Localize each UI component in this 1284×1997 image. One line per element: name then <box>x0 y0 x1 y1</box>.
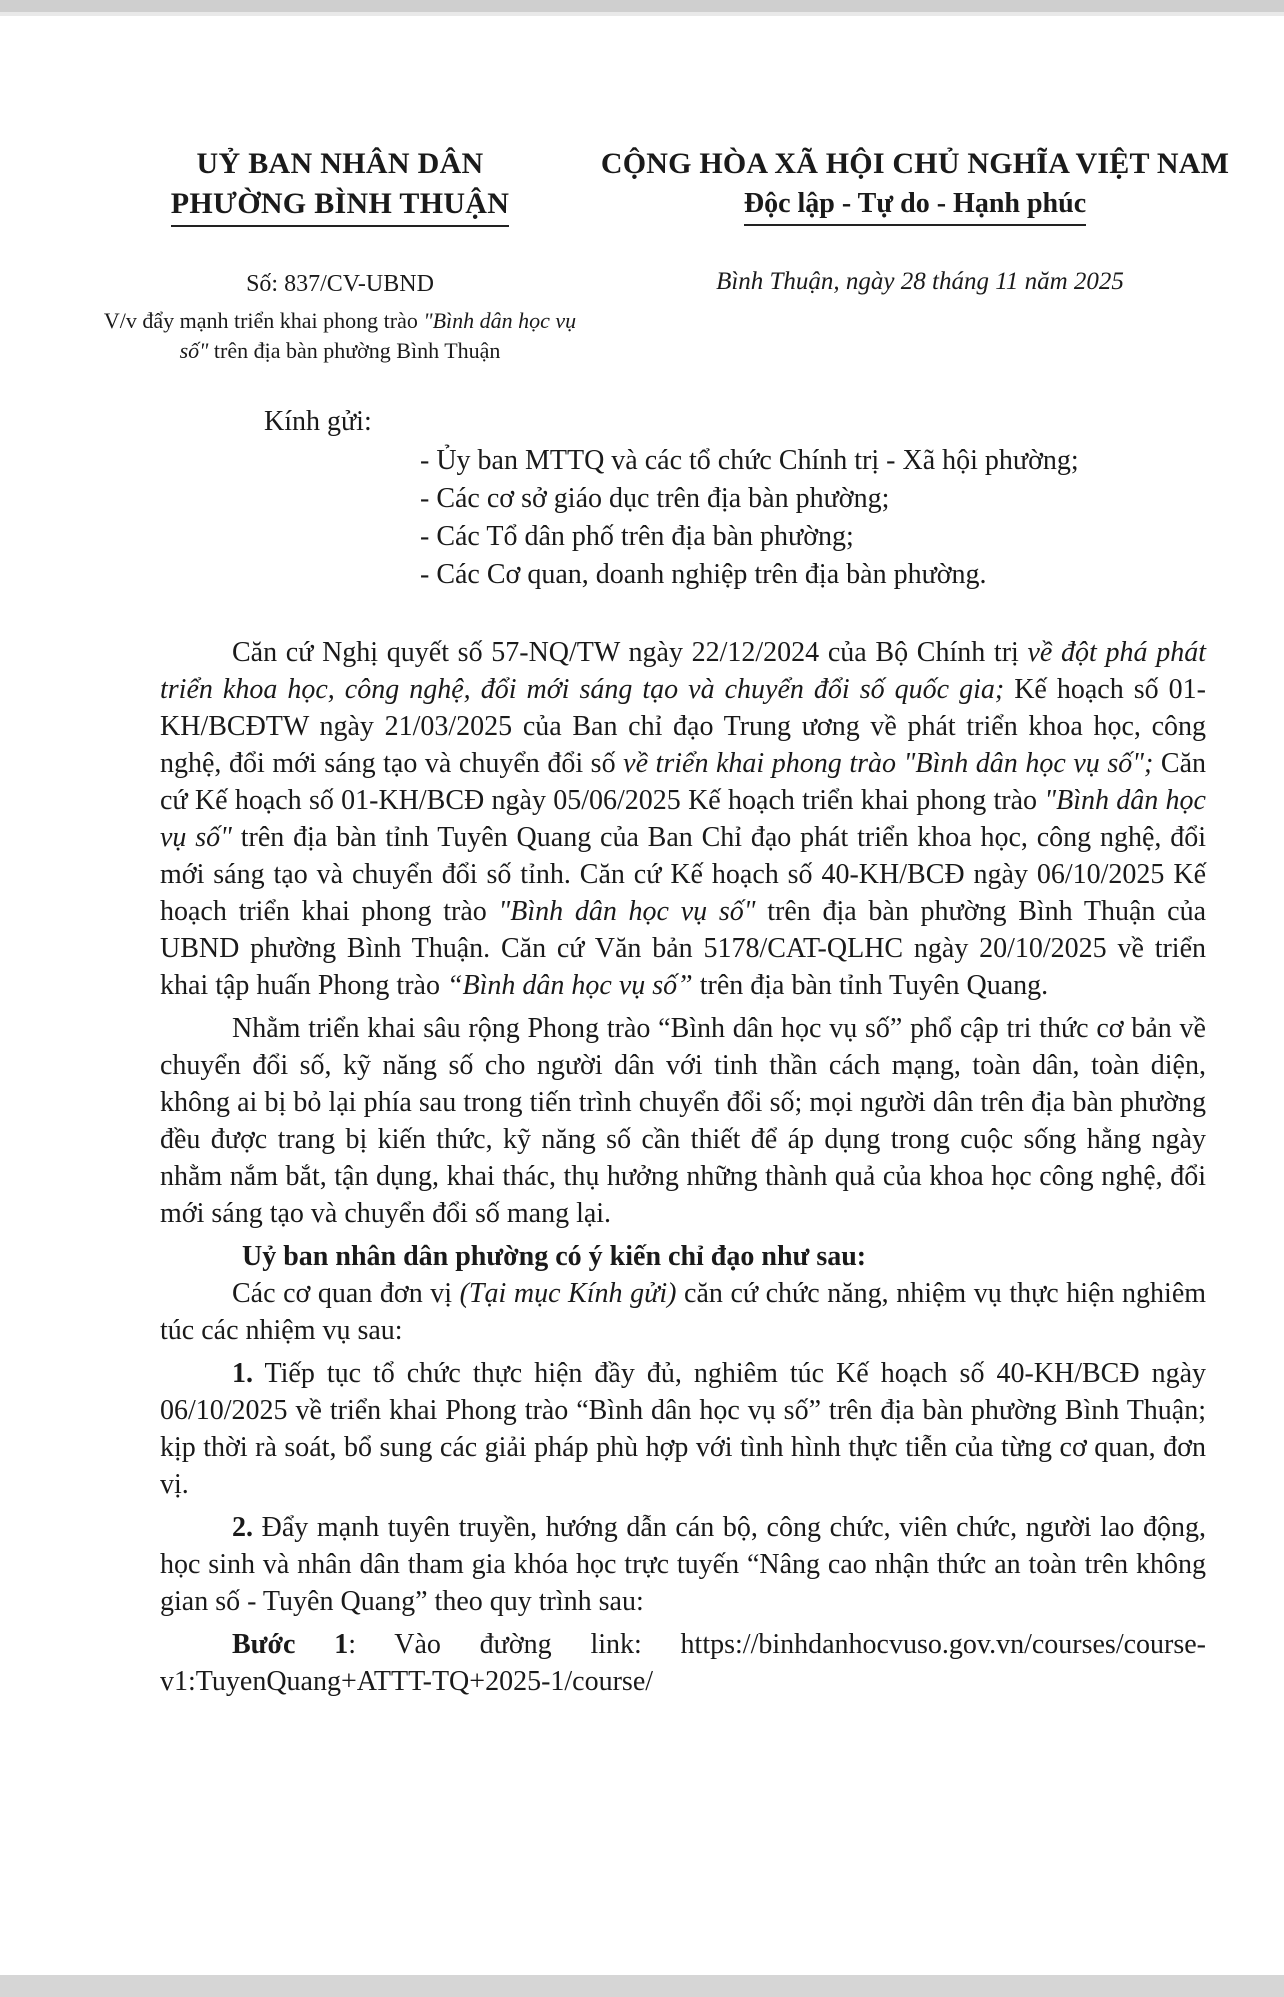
subject-campaign-name: "Bình dân học vụ số" <box>179 308 577 363</box>
document-page <box>0 16 1284 1997</box>
scan-top-border <box>0 0 1284 12</box>
authority-line-2: PHƯỜNG BÌNH THUẬN <box>171 184 509 227</box>
paragraph-addressees <box>160 1275 1206 1349</box>
task-number: 2. <box>232 1512 253 1543</box>
authority-line-1: UỶ BAN NHÂN DÂN <box>196 147 484 180</box>
subject-suffix: trên địa bàn phường Bình Thuận <box>208 338 501 363</box>
text-run-italic: “Bình dân học vụ số” <box>446 970 693 1001</box>
task-text: Tiếp tục tổ chức thực hiện đầy đủ, nghiêm túc Kế hoạch số 40-KH/BCĐ ngày 06/10/2025 về triển khai Phong trào “Bình dân học vụ số” trên địa bàn phường Bình Thuận; kịp thời rà soát, bổ sung các giải pháp phù hợp với tình hình thực tiễn của từng cơ quan, đơn vị. <box>160 1358 1206 1500</box>
text-run: trên địa bàn phường Bình Thuận của UBND phường Bình Thuận. Căn cứ Văn bản 5178/CAT-QLHC ngày 20/10/2025 về triển khai tập huấn Phong trào <box>160 896 1206 1001</box>
step-text: : Vào đường link: https://binhdanhocvuso.gov.vn/courses/course-v1:TuyenQuang+ATTT-TQ+2025-1/course/ <box>160 1629 1206 1697</box>
text-run: căn cứ chức năng, nhiệm vụ thực hiện nghiêm túc các nhiệm vụ sau: <box>160 1278 1207 1346</box>
text-run: Căn cứ Nghị quyết số 57-NQ/TW ngày 22/12/2024 của Bộ Chính trị <box>232 637 1028 668</box>
scan-bottom-border <box>0 1975 1284 1997</box>
text-run-italic: "Bình dân học vụ số" <box>160 785 1206 853</box>
text-run-italic: "Bình dân học vụ số" <box>498 896 756 927</box>
document-body <box>160 634 1206 1700</box>
text-run: Căn cứ Kế hoạch số 01-KH/BCĐ ngày 05/06/2025 Kế hoạch triển khai phong trào <box>160 748 1206 816</box>
text-run: Các cơ quan đơn vị <box>232 1278 460 1309</box>
recipient-item: - Các Tổ dân phố trên địa bàn phường; <box>420 521 854 552</box>
recipients-label: Kính gửi: <box>264 406 372 437</box>
paragraph-legal-basis <box>160 634 1206 1004</box>
recipient-item: - Các cơ sở giáo dục trên địa bàn phường; <box>420 483 890 514</box>
nation-title: CỘNG HÒA XÃ HỘI CHỦ NGHĨA VIỆT NAM <box>600 147 1230 180</box>
document-number: Số: 837/CV-UBND <box>246 271 434 297</box>
national-heading <box>585 144 1245 226</box>
text-run-italic: về đột phá phát triển khoa học, công nghệ, đổi mới sáng tạo và chuyển đổi số quốc gia; <box>160 637 1206 705</box>
issuing-authority <box>140 144 540 227</box>
recipient-item: - Ủy ban MTTQ và các tổ chức Chính trị - Xã hội phường; <box>420 445 1079 476</box>
paragraph-purpose: Nhằm triển khai sâu rộng Phong trào “Bình dân học vụ số” phổ cập tri thức cơ bản về chuyển đổi số, kỹ năng số cho người dân với tinh thần cách mạng, toàn dân, toàn diện, không ai bị bỏ lại phía sau trong tiến trình chuyển đổi số; mọi người dân trên địa bàn phường đều được trang bị kiến thức, kỹ năng số cần thiết để áp dụng trong cuộc sống hằng ngày nhằm nắm bắt, tận dụng, khai thác, thụ hưởng những thành quả của khoa học công nghệ, đổi mới sáng tạo và chuyển đổi số mang lại. <box>160 1013 1206 1229</box>
step-label: Bước 1 <box>232 1629 349 1660</box>
text-run: trên địa bàn tỉnh Tuyên Quang của Ban Chỉ đạo phát triển khoa học, công nghệ, đổi mới sáng tạo và chuyển đổi số tỉnh. Căn cứ Kế hoạch số 40-KH/BCĐ ngày 06/10/2025 Kế hoạch triển khai phong trào <box>160 822 1206 927</box>
document-subject <box>100 306 580 366</box>
text-run: trên địa bàn tỉnh Tuyên Quang. <box>692 970 1049 1001</box>
text-run-italic: (Tại mục Kính gửi) <box>459 1278 677 1309</box>
recipients-list <box>420 442 1079 594</box>
subject-prefix: V/v đẩy mạnh triển khai phong trào <box>103 308 424 333</box>
task-text: Đẩy mạnh tuyên truyền, hướng dẫn cán bộ, công chức, viên chức, người lao động, học sinh và nhân dân tham gia khóa học trực tuyến “Nâng cao nhận thức an toàn trên không gian số - Tuyên Quang” theo quy trình sau: <box>160 1512 1206 1617</box>
directive-heading: Uỷ ban nhân dân phường có ý kiến chỉ đạo như sau: <box>242 1241 867 1272</box>
recipient-item: - Các Cơ quan, doanh nghiệp trên địa bàn phường. <box>420 559 987 590</box>
task-item-2 <box>160 1509 1206 1620</box>
text-run-italic: về triển khai phong trào "Bình dân học vụ số"; <box>623 748 1154 779</box>
text-run: Kế hoạch số 01-KH/BCĐTW ngày 21/03/2025 của Ban chỉ đạo Trung ương về phát triển khoa học, công nghệ, đổi mới sáng tạo và chuyển đổi số <box>160 674 1206 779</box>
national-motto: Độc lập - Tự do - Hạnh phúc <box>744 184 1086 226</box>
step-1 <box>160 1626 1206 1700</box>
task-item-1 <box>160 1355 1206 1503</box>
task-number: 1. <box>232 1358 253 1389</box>
place-and-date: Bình Thuận, ngày 28 tháng 11 năm 2025 <box>716 268 1124 295</box>
